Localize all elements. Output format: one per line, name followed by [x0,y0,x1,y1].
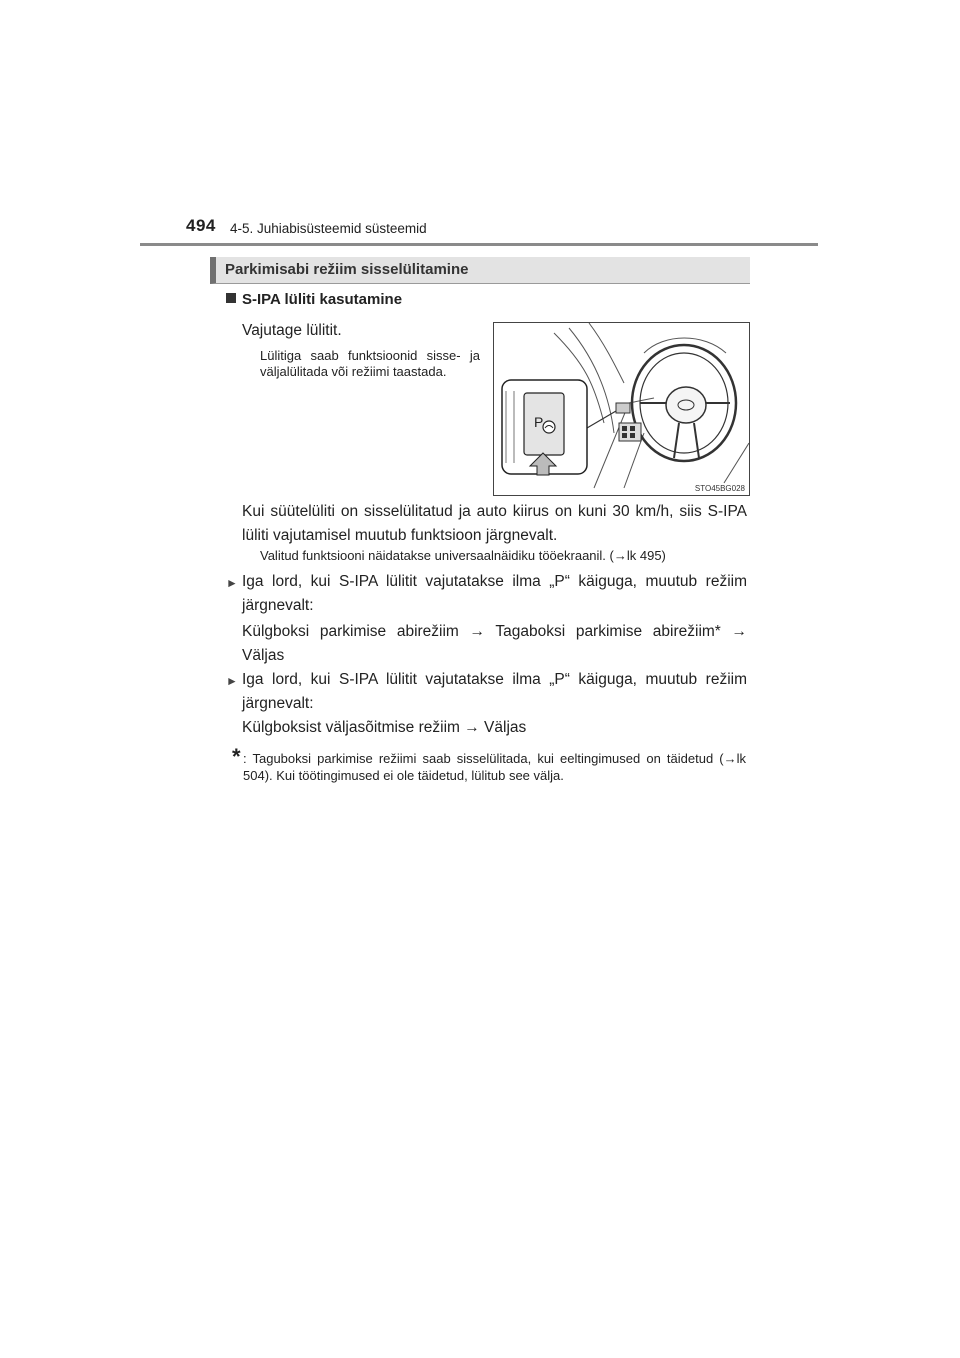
triangle-bullet-icon: ► [226,674,238,688]
footnote-text: : Taguboksi parkimise režiimi saab sisselülitada, kui eeltingimused on täidetud (→lk 504). Kui töötingimused ei ole täidetud, lülitub see välja. [243,751,746,783]
bullet2-text: Iga lord, kui S-IPA lülitit vajutatakse ilma „P“ käiguga, muutub režiim järgnevalt: [242,671,747,712]
figure-code: STO45BG028 [694,484,745,493]
header-rule [140,243,818,246]
chapter-title: 4-5. Juhiabisüsteemid süsteemid [230,221,427,236]
subsection-heading [226,291,402,308]
footnote-star: * [232,744,241,769]
press-switch-text: Vajutage lülitit. [242,322,342,339]
parking-assist-icon [543,421,555,433]
subsection-title: S-IPA lüliti kasutamine [242,291,403,308]
ignition-text: Kui süütelüliti on sisselülitatud ja auto kiirus on kuni 30 km/h, siis S-IPA lüliti vajutamisel muutub funktsioon järgnevalt. [242,503,747,544]
section-heading [210,257,750,284]
bullet1-sequence: Külgboksi parkimise abirežiim → Tagaboksi parkimise abirežiim* → Väljas [242,623,747,664]
page-number: 494 [186,216,216,235]
triangle-bullet-icon: ► [226,576,238,590]
switch-figure [493,322,750,496]
display-note: Valitud funktsiooni näidatakse universaalnäidiku tööekraanil. (→lk 495) [260,548,666,563]
square-bullet-icon [226,293,236,303]
press-switch-note: Lülitiga saab funktsioonid sisse- ja väljalülitada või režiimi taastada. [260,348,480,379]
switch-p-label: P [534,414,544,430]
section-title: Parkimisabi režiim sisselülitamine [225,261,469,278]
steering-wheel-switch-illustration [494,323,749,495]
bullet2-sequence: Külgboksist väljasõitmise režiim → Väljas [242,719,527,736]
bullet1-text: Iga lord, kui S-IPA lülitit vajutatakse ilma „P“ käiguga, muutub režiim järgnevalt: [242,573,747,614]
